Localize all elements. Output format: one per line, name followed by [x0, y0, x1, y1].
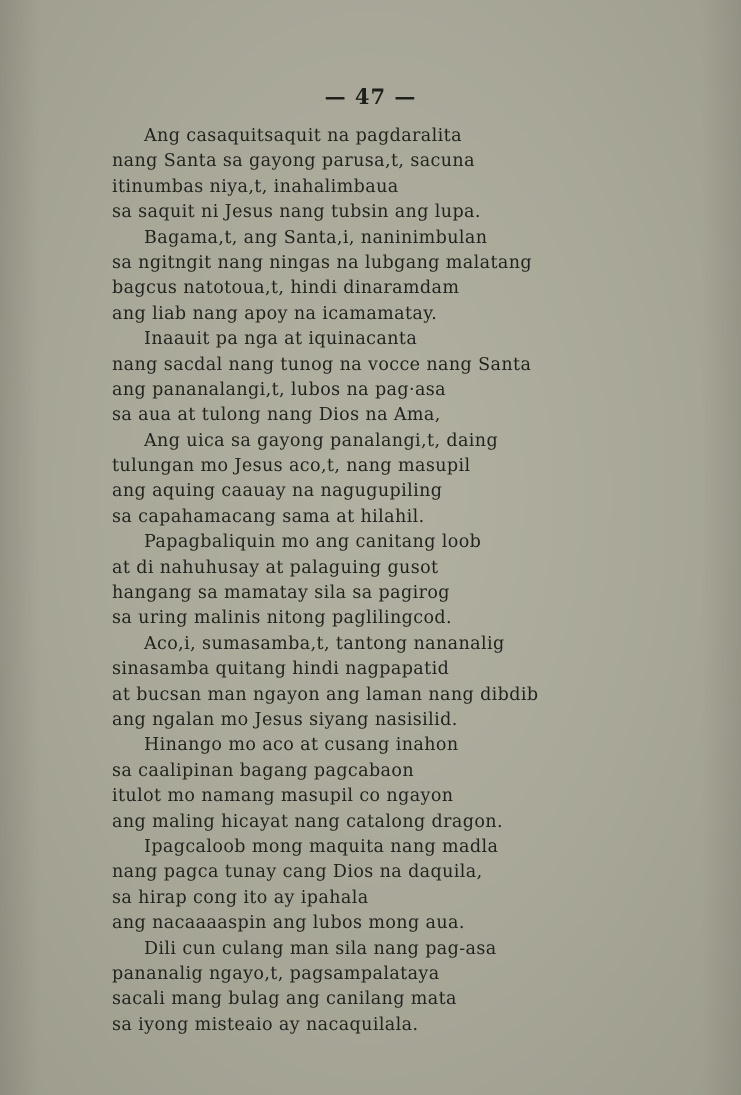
poem-line: pananalig ngayo,t, pagsampalataya — [112, 963, 440, 984]
poem-line: sinasamba quitang hindi nagpapatid — [112, 659, 450, 680]
poem-line: Ipagcaloob mong maquita nang madla — [144, 836, 499, 857]
poem-line: sacali mang bulag ang canilang mata — [112, 989, 457, 1010]
poem-line: Papagbaliquin mo ang canitang loob — [144, 532, 482, 553]
poem-line: Hinango mo aco at cusang inahon — [144, 735, 459, 756]
poem-line: bagcus natotoua,t, hindi dinaramdam — [112, 278, 460, 299]
poem-line: Dili cun culang man sila nang pag-asa — [144, 938, 497, 959]
poem-line: hangang sa mamatay sila sa pagirog — [112, 583, 450, 604]
poem-line: ang aquing caauay na nagugupiling — [112, 481, 443, 502]
poem-line: ang liab nang apoy na icamamatay. — [112, 303, 438, 324]
poem-line: at di nahuhusay at palaguing gusot — [112, 557, 439, 578]
poem-line: ang ngalan mo Jesus siyang nasisilid. — [112, 709, 458, 730]
left-edge-shadow — [0, 0, 40, 1095]
poem-line: ang pananalangi,t, lubos na pag·asa — [112, 379, 446, 400]
poem-line: at bucsan man ngayon ang laman nang dibdib — [112, 684, 539, 705]
poem-line: sa capahamacang sama at hilahil. — [112, 506, 425, 527]
poem-line: Aco,i, sumasamba,t, tantong nananalig — [144, 633, 505, 654]
poem-line: sa saquit ni Jesus nang tubsin ang lupa. — [112, 202, 481, 223]
poem-line: Ang uica sa gayong panalangi,t, daing — [144, 430, 499, 451]
poem-line: sa uring malinis nitong paglilingcod. — [112, 608, 452, 629]
poem-line: ang nacaaaaspin ang lubos mong aua. — [112, 913, 465, 934]
poem-line: sa hirap cong ito ay ipahala — [112, 887, 369, 908]
poem-line: tulungan mo Jesus aco,t, nang masupil — [112, 456, 471, 477]
poem-line: Ang casaquitsaquit na pagdaralita — [144, 126, 462, 146]
poem-line: nang Santa sa gayong parusa,t, sacuna — [112, 151, 475, 172]
poem-line: sa ngitngit nang ningas na lubgang malatang — [112, 252, 533, 273]
page-number: — 47 — — [324, 84, 417, 109]
poem-line: sa iyong misteaio ay nacaquilala. — [112, 1014, 419, 1035]
poem-line: Bagama,t, ang Santa,i, naninimbulan — [144, 227, 488, 248]
poem-line: itinumbas niya,t, inahalimbaua — [112, 176, 399, 197]
poem-line: nang sacdal nang tunog na vocce nang Santa — [112, 354, 532, 375]
poem-line: ang maling hicayat nang catalong dragon. — [112, 811, 503, 832]
poem-text-block — [112, 124, 672, 1038]
poem-line: itulot mo namang masupil co ngayon — [112, 786, 454, 807]
poem-line: sa caalipinan bagang pagcabaon — [112, 760, 414, 781]
poem-line: sa aua at tulong nang Dios na Ama, — [112, 405, 441, 426]
right-edge-shadow — [701, 0, 741, 1095]
poem-line: Inaauit pa nga at iquinacanta — [144, 329, 418, 350]
poem-line: nang pagca tunay cang Dios na daquila, — [112, 862, 483, 883]
